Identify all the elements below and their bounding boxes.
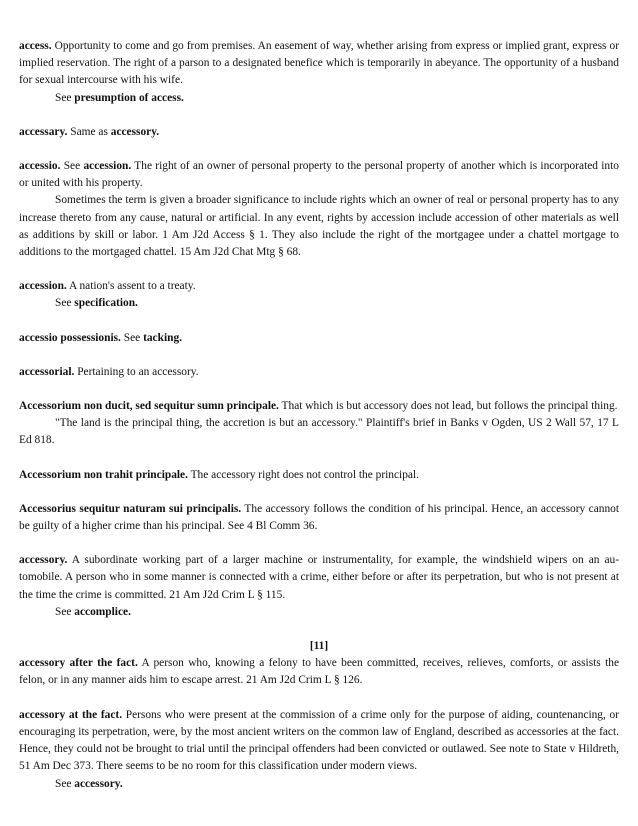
definition-text: That which is but accessory does not lead, but follows the principal thing.: [278, 400, 618, 413]
see-label: See: [55, 91, 75, 104]
definition-text: See: [120, 331, 144, 344]
headword: accessary.: [19, 125, 68, 138]
definition: [19, 158, 619, 192]
cross-reference: presumption of access.: [74, 91, 184, 104]
entry-accessio: [19, 158, 619, 261]
definition: [19, 707, 619, 776]
see-also: [19, 295, 619, 312]
entry-accession: [19, 278, 619, 312]
entry-accessio-possessionis: [19, 330, 619, 347]
definition: [19, 278, 619, 295]
definition-paragraph: "The land is the principal thing, the accretion is but an accessory." Plaintiff's brief in Banks v Ogden, US 2 Wall 57, 17 L Ed 818.: [19, 417, 619, 447]
definition-text: Same as: [67, 125, 111, 138]
headword: accessory after the fact.: [19, 657, 138, 670]
definition: [19, 124, 619, 141]
entry-accessary: [19, 124, 619, 141]
definition: [19, 655, 619, 689]
dictionary-page: [19, 38, 619, 810]
cross-reference: specification.: [74, 297, 138, 310]
definition: [19, 38, 619, 90]
entry-accessory-after-the-fact: [19, 655, 619, 689]
definition-text: A person who, knowing a felony to have been committed, receives, relieves, comforts, or assists the felon, or in any manner aids him to escape arrest. 21 Am J2d Crim L § 126.: [19, 657, 619, 687]
definition-text: The accessory right does not control the principal.: [187, 468, 419, 481]
headword: accession.: [19, 280, 67, 293]
see-also: [19, 90, 619, 107]
cross-reference: tacking.: [143, 331, 182, 344]
entry-accessory: [19, 552, 619, 621]
definition: [19, 364, 619, 381]
headword: Accessorium non ducit, sed sequitur sumn principale.: [19, 400, 279, 413]
see-label: See: [55, 297, 75, 310]
definition: [19, 467, 619, 484]
definition-text: Persons who were present at the commission of a crime only for the purpose of aiding, countenancing, or encouraging its perpetration, were, by the most ancient writers on the common law of England, described as accessories at the fact. Hence, they could not be brought to trial until the principal offenders had been convicted or outlawed. See note to State v Hildreth, 51 Am Dec 373. There seems to be no room for this classification under modern views.: [19, 708, 620, 773]
definition: [19, 398, 619, 415]
definition-text: See: [60, 160, 84, 173]
cross-reference: accomplice.: [74, 605, 131, 618]
headword: accessory.: [19, 554, 68, 567]
entry-accessory-at-the-fact: [19, 707, 619, 793]
definition: [19, 552, 619, 604]
entry-accessorium-non-ducit: [19, 398, 619, 450]
headword: Accessorium non trahit principale.: [19, 468, 188, 481]
entry-accessorial: [19, 364, 619, 381]
entry-accessorium-non-trahit: [19, 467, 619, 484]
entry-access: [19, 38, 619, 107]
page-number: [11]: [309, 640, 329, 653]
see-also: [19, 604, 619, 621]
see-also: [19, 776, 619, 793]
definition: [19, 501, 619, 535]
headword: access.: [19, 40, 52, 52]
see-label: See: [55, 605, 75, 618]
definition-text: A subordinate working part of a larger machine or instrumentality, for example, the windshield wipers on an au-tomobile. A person who in some manner is connected with a crime, either before or after its perpetration, but who is not present at the time the crime is committed. 21 Am J2d Crim L § 115.: [19, 554, 619, 601]
definition-paragraph: Sometimes the term is given a broader significance to include rights which an owner of real or personal property has to any increase thereto from any cause, natural or artificial. In any event, rights by accession include accession of other materials as well as additions by skill or labor. 1 Am J2d Access § 1. They also include the right of the mortgagee under a chattel mortgage to additions to the mortgaged chattel. 15 Am J2d Chat Mtg § 68.: [19, 194, 619, 259]
definition-text: Pertaining to an accessory.: [74, 365, 199, 378]
cross-reference: accession.: [83, 160, 132, 173]
see-label: See: [55, 777, 75, 790]
headword: accessory at the fact.: [19, 708, 123, 721]
cross-reference: accessory.: [110, 125, 160, 138]
definition-text: A nation's assent to a treaty.: [66, 280, 196, 293]
headword: accessorial.: [19, 365, 75, 378]
headword: accessio.: [19, 160, 61, 173]
definition-text: The right of an owner of personal property to the personal property of another which is incorporated into or united with his property.: [19, 160, 619, 190]
entry-accessorius-sequitur: [19, 501, 619, 535]
definition-text: The accessory follows the condition of his principal. Hence, an accessory cannot be guilty of a higher crime than his principal. See 4 Bl Comm 36.: [19, 502, 620, 533]
headword: Accessorius sequitur naturam sui principalis.: [19, 502, 242, 515]
definition-text: Opportunity to come and go from premises. An easement of way, whether arising from express or implied grant, express or implied reservation. The right of a parson to a designated benefice which is temporarily in abeyance. The opportunity of a husband for sexual intercourse with his wife.: [19, 40, 619, 87]
headword: accessio possessionis.: [19, 331, 121, 344]
definition: [19, 330, 619, 347]
cross-reference: accessory.: [74, 777, 123, 790]
